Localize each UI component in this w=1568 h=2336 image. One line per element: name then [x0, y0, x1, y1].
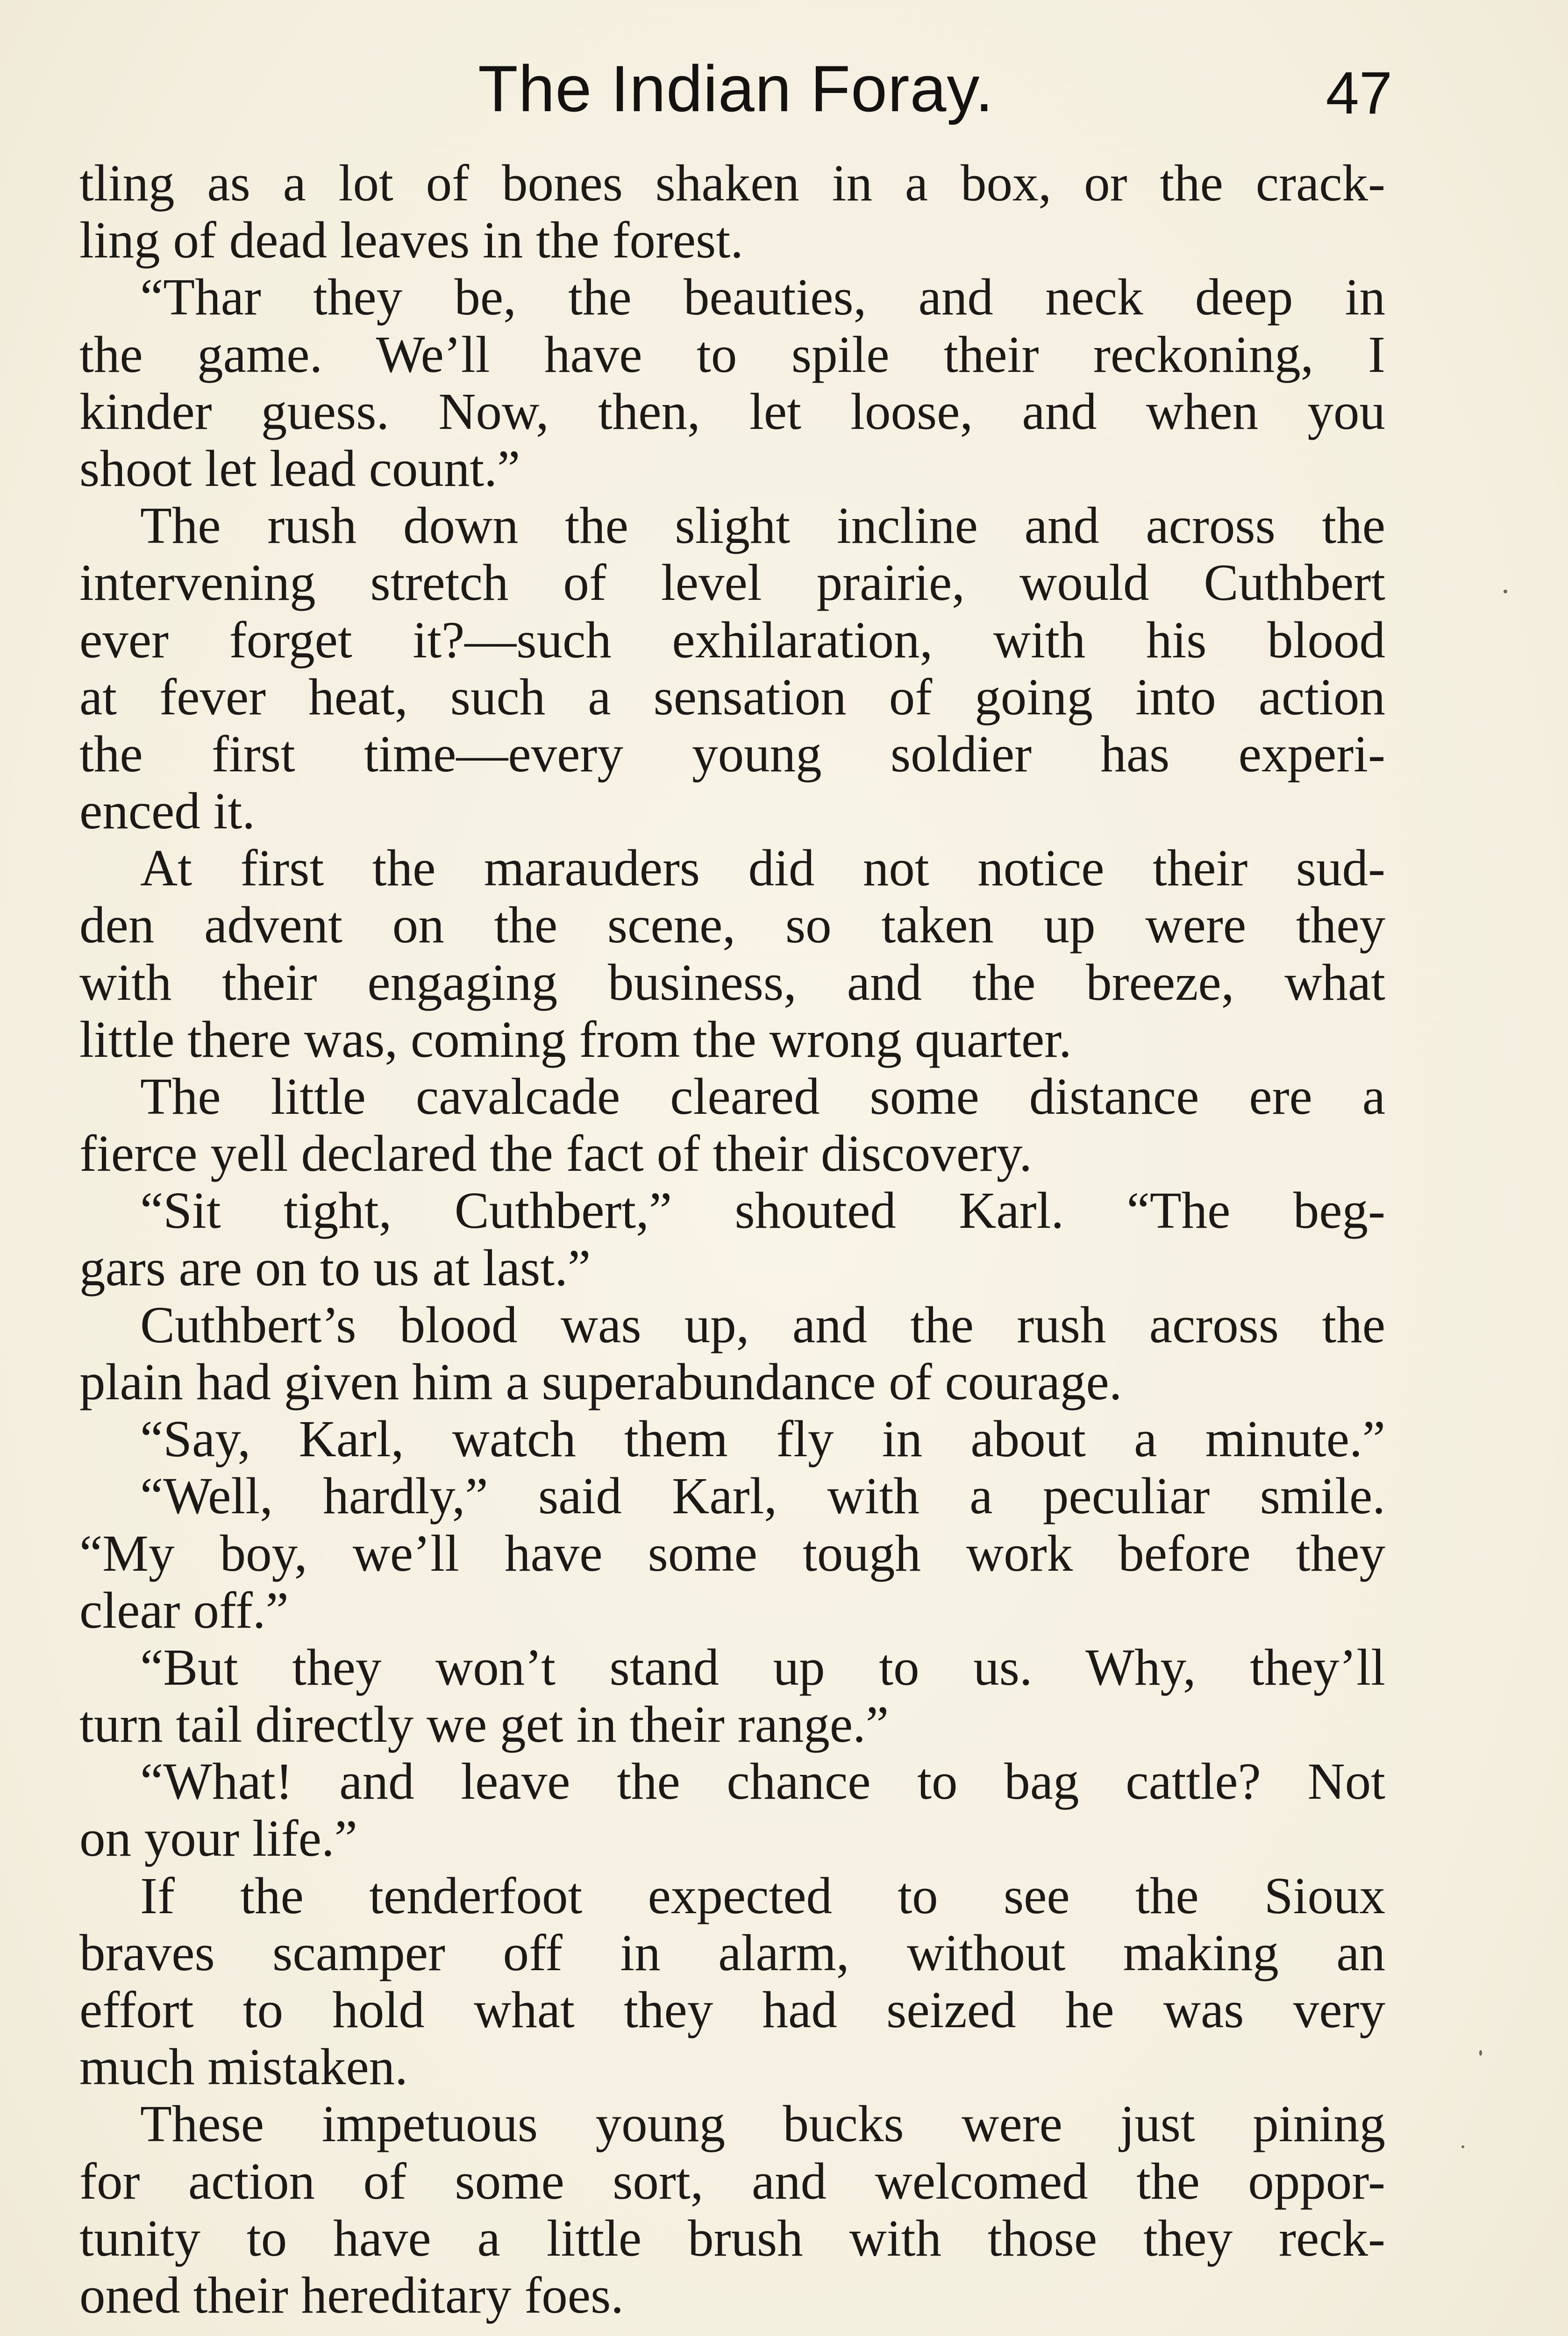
text-line: for action of some sort, and welcomed the oppor-	[79, 2152, 1385, 2210]
text-line: “Well, hardly,” said Karl, with a peculiar smile.	[140, 1467, 1385, 1525]
text-line: “Say, Karl, watch them fly in about a minute.”	[140, 1410, 1385, 1468]
text-line: “What! and leave the chance to bag cattle? Not	[140, 1753, 1385, 1811]
text-line: much mistaken.	[79, 2038, 408, 2096]
text-line: little there was, coming from the wrong quarter.	[79, 1011, 1072, 1068]
text-line: clear off.”	[79, 1581, 289, 1639]
text-line: enced it.	[79, 783, 255, 840]
body-text	[79, 155, 1385, 2324]
text-line: fierce yell declared the fact of their discovery.	[79, 1125, 1033, 1183]
page-number: 47	[1326, 60, 1392, 127]
text-line: These impetuous young bucks were just pining	[140, 2095, 1385, 2153]
text-line: the first time—every young soldier has experi-	[79, 725, 1385, 783]
text-line: “Sit tight, Cuthbert,” shouted Karl. “The beg-	[140, 1182, 1385, 1240]
text-line: at fever heat, such a sensation of going into action	[79, 668, 1385, 726]
text-line: “Thar they be, the beauties, and neck deep in	[140, 269, 1385, 327]
text-line: the game. We’ll have to spile their reckoning, I	[79, 326, 1385, 384]
page-header	[79, 42, 1392, 135]
paper-speck	[1504, 590, 1507, 593]
text-line: The little cavalcade cleared some distance ere a	[140, 1068, 1385, 1125]
text-line: Cuthbert’s blood was up, and the rush across the	[140, 1296, 1385, 1354]
text-line: At first the marauders did not notice their sud-	[140, 840, 1385, 897]
text-line: den advent on the scene, so taken up were they	[79, 897, 1385, 954]
text-line: with their engaging business, and the breeze, what	[79, 954, 1385, 1011]
paper-speck	[1461, 2145, 1464, 2148]
text-line: plain had given him a superabundance of courage.	[79, 1353, 1122, 1411]
text-line: effort to hold what they had seized he was very	[79, 1981, 1385, 2039]
running-head: The Indian Foray.	[478, 52, 994, 125]
text-line: oned their hereditary foes.	[79, 2266, 624, 2324]
text-line: turn tail directly we get in their range.”	[79, 1696, 889, 1754]
text-line: braves scamper off in alarm, without making an	[79, 1924, 1385, 1982]
text-line: If the tenderfoot expected to see the Sioux	[140, 1867, 1385, 1925]
text-line: ever forget it?—such exhilaration, with his blood	[79, 611, 1385, 669]
text-line: “My boy, we’ll have some tough work before they	[79, 1524, 1385, 1582]
text-line: “But they won’t stand up to us. Why, they’ll	[140, 1638, 1385, 1696]
text-line: ling of dead leaves in the forest.	[79, 212, 743, 270]
text-line: intervening stretch of level prairie, would Cuthbert	[79, 554, 1385, 612]
paper-speck	[1479, 2050, 1482, 2056]
text-line: The rush down the slight incline and across the	[140, 497, 1385, 555]
text-line: on your life.”	[79, 1810, 357, 1868]
text-line: kinder guess. Now, then, let loose, and when you	[79, 383, 1385, 441]
text-line: gars are on to us at last.”	[79, 1239, 591, 1297]
text-line: tling as a lot of bones shaken in a box, or the crack-	[79, 155, 1385, 212]
text-line: shoot let lead count.”	[79, 440, 520, 498]
text-line: tunity to have a little brush with those they reck-	[79, 2209, 1385, 2267]
